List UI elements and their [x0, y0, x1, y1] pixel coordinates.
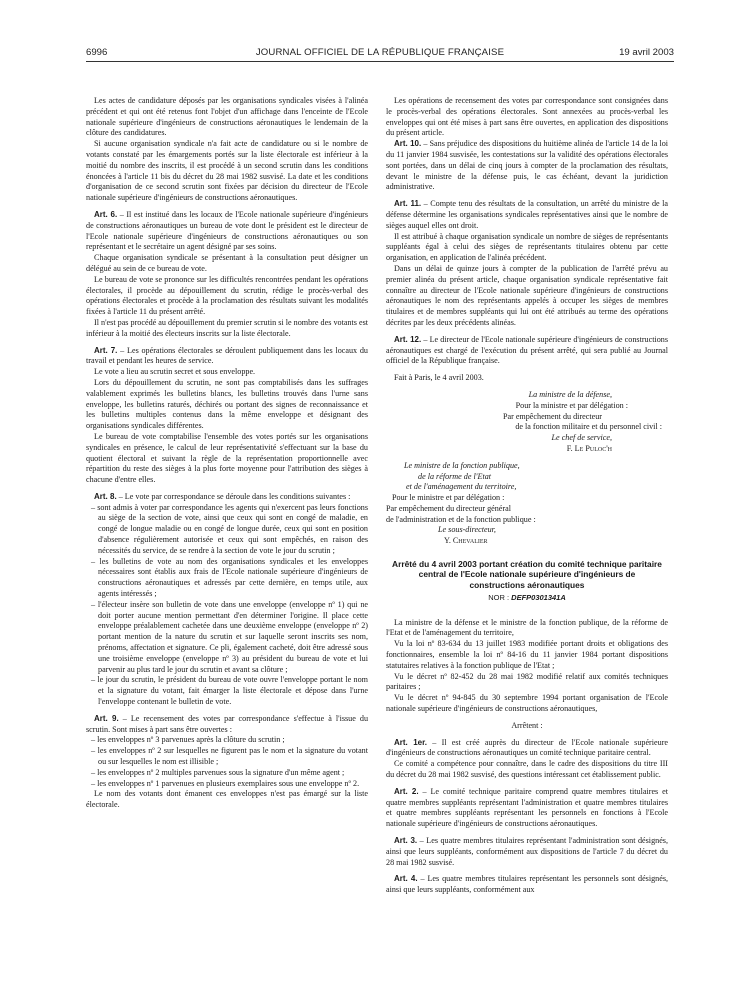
article-text: – Le comité technique paritaire comprend quatre membres titulaires et quatre membres suppléants représentant l'administration et quatre membres titulaires et quatre membres suppléants représentant les personnels en fonctions à l'Ecole nationale supérieure d'ingénieurs de constructions aéronautiques.	[386, 786, 668, 829]
paragraph: Les opérations de recensement des votes par correspondance sont consignées dans le procès-verbal des opérations électorales. Sont annexées au procès-verbal les enveloppes qui ont été mises à part sans être ouvertes, en application des dispositions du présent article.	[386, 96, 668, 138]
signatory-minister-public-service: Le ministre de la fonction publique,	[404, 460, 520, 470]
right-column	[386, 96, 668, 896]
paragraph: Il est attribué à chaque organisation syndicale un nombre de sièges de représentants suppléants égal à celui des sièges de représentants titulaires obtenu par cette organisation, en application de l'alinéa précédent.	[386, 231, 668, 263]
paragraph: Le nom des votants dont émanent ces enveloppes n'est pas émargé sur la liste électorale.	[86, 789, 368, 810]
list-item: – les enveloppes nº 1 parvenues en plusieurs exemplaires sous une enveloppe nº 2.	[91, 778, 360, 788]
page-number: 6996	[86, 47, 108, 58]
paragraph: Le bureau de vote comptabilise l'ensemble des votes portés sur les organisations syndicales en présence, le calcul de leur représentativité s'effectuant sur la base du quotient électoral et suivant la règle de la représentation proportionnelle avec répartition du reste des sièges à la plus forte moyenne pour l'attribution des sièges à chacune d'entre elles.	[86, 431, 368, 485]
paragraph: Vu le décret nº 82-452 du 28 mai 1982 modifié relatif aux comités techniques paritaires ;	[386, 671, 668, 692]
article-label: Art. 12.	[394, 334, 422, 344]
article-9	[86, 714, 368, 736]
article-label: Art. 2.	[394, 786, 419, 796]
paragraph: Vu la loi nº 83-634 du 13 juillet 1983 modifiée portant droits et obligations des fonctionnaires, ensemble la loi nº 84-16 du 11 janvier 1984 portant dispositions statutaires relatives à la fonction publique de l'Etat ;	[386, 639, 668, 670]
paragraph: Si aucune organisation syndicale n'a fait acte de candidature ou si le nombre de votants constaté par les émargements portés sur la liste électorale est inférieur à la moitié du nombre des inscrits, il est procédé à un second scrutin dans les conditions énoncées à l'article 11 bis du décret du 28 mai 1982 susvisé. La date et les conditions d'organisation de ce second scrutin sont fixées par décision du directeur de l'Ecole nationale supérieure d'ingénieurs de constructions aéronautiques.	[86, 139, 368, 203]
article-text: – Il est créé auprès du directeur de l'Ecole nationale supérieure d'ingénieurs de constructions aéronautiques un comité technique paritaire central.	[386, 737, 669, 758]
article-label: Art. 9.	[94, 713, 119, 723]
article-label: Art. 4.	[394, 874, 418, 884]
article-text: – Les opérations électorales se déroulent publiquement dans les locaux du travail et pendant les heures de service.	[86, 345, 368, 366]
list-item: – sont admis à voter par correspondance les agents qui n'exercent pas leurs fonctions au siège de la section de vote, ainsi que ceux qui sont en congé de maladie, en congé de longue maladie ou en congé de longue durée, ceux qui sont en position d'absence régulièrement autorisée et ceux qui sont empêchés, en raison des nécessités du service, de se rendre à la section de vote le jour du scrutin ;	[91, 502, 368, 555]
paragraph: Le vote a lieu au scrutin secret et sous enveloppe.	[94, 367, 256, 377]
article-4	[386, 874, 668, 896]
list-item: – le jour du scrutin, le président du bureau de vote ouvre l'enveloppe portant le nom et la signature du votant, fait émarger la liste électorale et dépose dans l'urne l'enveloppe contenant le bulletin de vote.	[91, 675, 368, 707]
paragraph: Dans un délai de quinze jours à compter de la publication de l'arrêté prévu au premier alinéa du présent article, chaque organisation syndicale représentative fait connaître au directeur de l'Ecole nationale supérieure d'ingénieurs de constructions aéronautiques le nom des représentants appelés à occuper les sièges de membres titulaires et de membres suppléants qui lui ont été attribués au terme des opérations décrites par les deux précédents alinéas.	[386, 263, 668, 327]
article-label: Art. 7.	[94, 345, 118, 355]
paragraph: Il n'est pas procédé au dépouillement du premier scrutin si le nombre des votants est inférieur à la moitié des électeurs inscrits sur la liste électorale.	[86, 317, 368, 338]
signatory-minister-public-service: et de l'aménagement du territoire,	[406, 482, 517, 492]
article-text: – Le directeur de l'Ecole nationale supérieure d'ingénieurs de constructions aéronautiques est chargé de l'exécution du présent arrêté, qui sera publié au Journal officiel de la République française.	[386, 334, 668, 366]
paragraph: La ministre de la défense et le ministre de la fonction publique, de la réforme de l'Etat et de l'aménagement du territoire,	[386, 617, 668, 638]
article-label: Art. 10.	[394, 139, 422, 149]
impediment-line: de l'administration et de la fonction publique :	[386, 514, 536, 524]
article-text: – Le vote par correspondance se déroule dans les conditions suivantes :	[118, 491, 351, 501]
article-3	[386, 836, 668, 868]
header-rule	[86, 61, 674, 62]
paragraph: Le bureau de vote se prononce sur les difficultés rencontrées pendant les opérations électorales, il procède au dépouillement du scrutin, rédige le procès-verbal des opérations électorales et procède à la proclamation des résultats suivant les modalités fixées à l'article 11 du présent arrêté.	[86, 274, 368, 317]
left-column	[86, 96, 368, 811]
article-8	[86, 492, 368, 503]
article-11	[386, 199, 668, 231]
article-label: Art. 8.	[94, 491, 117, 501]
paragraph: Lors du dépouillement du scrutin, ne sont pas comptabilisés dans les suffrages valablement exprimés les bulletins blancs, les bulletins trouvés dans l'urne sans enveloppe, les bulletins raturés, déchirés ou portant des signes de reconnaissance et les bulletins multiples contenus dans la même enveloppe et désignant des organisations syndicales différentes.	[86, 377, 368, 431]
article-label: Art. 3.	[394, 835, 418, 845]
article-10	[386, 139, 668, 193]
signatory-title: Le chef de service,	[551, 433, 612, 443]
article-text: – Compte tenu des résultats de la consultation, un arrêté du ministre de la défense détermine les organisations syndicales représentatives ainsi que le nombre de sièges auquel elles ont droit.	[386, 199, 668, 230]
article-2	[386, 787, 668, 830]
journal-title: JOURNAL OFFICIEL DE LA RÉPUBLIQUE FRANÇAISE	[255, 47, 505, 58]
article-12	[386, 335, 668, 367]
article-text: – Les quatre membres titulaires représentant l'administration sont désignés, ainsi que leurs suppléants, conformément aux dispositions de l'article 7 du décret du 28 mai 1982 susvisé.	[386, 835, 668, 867]
article-label: Art. 1er.	[394, 737, 428, 747]
decree-title: Arrêté du 4 avril 2003 portant création du comité technique paritaire central de l'Ecole nationale supérieure d'ingénieurs de constructions aéronautiques	[392, 559, 662, 590]
impediment-line: de la fonction militaire et du personnel civil :	[515, 422, 662, 432]
issue-date: 19 avril 2003	[619, 47, 674, 58]
arretent-heading: Arrêtent :	[511, 720, 543, 730]
article-6	[86, 210, 368, 253]
nor-reference	[386, 593, 668, 604]
page-header	[86, 47, 674, 61]
list-item: – l'électeur insère son bulletin de vote dans une enveloppe (enveloppe nº 1) qui ne doit porter aucune mention permettant d'en déterminer l'origine. Il place cette enveloppe préalablement cachetée dans une deuxième enveloppe (enveloppe nº 2) portant mention de la nature du scrutin et sur laquelle seront inscrits ses nom, prénoms, affectation et signature. Ce pli, également cacheté, doit être adressé sous une troisième enveloppe (enveloppe nº 3) au président du bureau de vote et lui parvenir au plus tard le jour du scrutin et avant sa clôture ;	[91, 599, 368, 674]
article-label: Art. 11.	[394, 199, 422, 209]
article-label: Art. 6.	[94, 209, 118, 219]
signatory-name: Y. Chevalier	[444, 536, 488, 546]
article-text: – Sans préjudice des dispositions du huitième alinéa de l'article 14 de la loi du 11 janvier 1984 susvisée, les contestations sur la validité des opérations électorales sont portées, dans un délai de cinq jours à compter de la proclamation des résultats, devant le ministre de la défense puis, le cas échéant, devant la juridiction administrative.	[386, 139, 669, 192]
signatory-name: F. Le Puloc'h	[566, 443, 612, 453]
article-7	[86, 346, 368, 368]
paragraph: Chaque organisation syndicale se présentant à la consultation peut désigner un délégué au sein de ce bureau de vote.	[86, 253, 368, 273]
nor-label: NOR :	[488, 593, 510, 603]
article-text: – Il est institué dans les locaux de l'Ecole nationale supérieure d'ingénieurs de constructions aéronautiques un bureau de vote dont le président est le directeur de l'Ecole nationale supérieure d'ingénieurs de constructions aéronautiques ou son représentant et le secrétaire un agent désigné par ses soins.	[86, 209, 369, 252]
impediment-line: Par empêchement du directeur	[502, 411, 602, 421]
paragraph: Vu le décret nº 94-845 du 30 septembre 1994 portant organisation de l'Ecole nationale supérieure d'ingénieurs de constructions aéronautiques,	[386, 693, 668, 713]
paragraph: Ce comité a compétence pour connaître, dans le cadre des dispositions du titre III du décret du 28 mai 1982 susvisé, des questions intéressant cet établissement public.	[386, 759, 668, 779]
article-text: – Le recensement des votes par correspondance s'effectue à l'issue du scrutin. Sont mises à part sans être ouvertes :	[86, 713, 369, 734]
impediment-line: Par empêchement du directeur général	[386, 503, 511, 513]
delegation-line: Pour la ministre et par délégation :	[515, 400, 628, 410]
article-1	[386, 738, 668, 760]
article-text: – Les quatre membres titulaires représentant les personnels sont désignés, ainsi que leurs suppléants, conformément aux	[386, 874, 669, 895]
delegation-line: Pour le ministre et par délégation :	[392, 493, 505, 503]
list-item: – les enveloppes nº 2 sur lesquelles ne figurent pas le nom et la signature du votant ou sur lesquelles le nom est illisible ;	[91, 746, 368, 767]
place-date: Fait à Paris, le 4 avril 2003.	[394, 373, 484, 383]
signatory-minister-defense: La ministre de la défense,	[528, 389, 612, 399]
paragraph: Les actes de candidature déposés par les organisations syndicales visées à l'alinéa précédent et qui ont été retenus font l'objet d'un affichage dans l'enceinte de l'Ecole nationale supérieure d'ingénieurs de constructions aéronautiques le lendemain de la clôture des candidatures.	[86, 96, 368, 138]
list-item: – les enveloppes nº 2 multiples parvenues sous la signature d'un même agent ;	[91, 767, 345, 777]
nor-code: DEFP0301341A	[511, 593, 566, 603]
signatory-title: Le sous-directeur,	[438, 525, 496, 535]
list-item: – les enveloppes nº 3 parvenues après la clôture du scrutin ;	[91, 735, 285, 745]
list-item: – les bulletins de vote au nom des organisations syndicales et les enveloppes nécessaires sont établis aux frais de l'Ecole nationale supérieure d'ingénieurs de constructions aéronautiques et adressés par cette dernière, en temps utile, aux agents intéressés ;	[91, 556, 368, 599]
signatory-minister-public-service: de la réforme de l'Etat	[418, 471, 492, 481]
